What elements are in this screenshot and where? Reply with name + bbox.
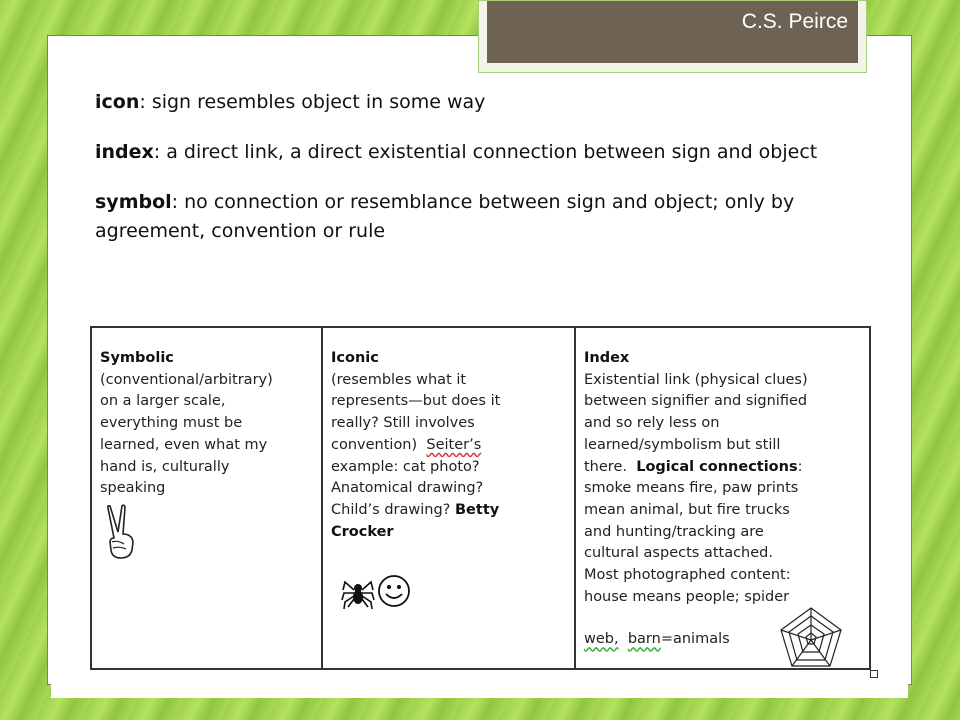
column-line: mean animal, but fire trucks <box>584 501 790 518</box>
column-line: smoke means fire, paw prints <box>584 480 799 497</box>
column-line: speaking <box>100 480 166 497</box>
column-line <box>331 435 566 457</box>
line-part: there. <box>584 458 627 475</box>
column-line: Existential link (physical clues) <box>584 371 808 388</box>
column-line: and so rely less on <box>584 415 720 432</box>
column-index <box>576 328 869 668</box>
column-heading: Iconic <box>331 350 379 366</box>
column-line: (resembles what it <box>331 371 467 388</box>
definition-symbol <box>95 188 835 246</box>
column-line: learned, even what my <box>100 436 268 453</box>
definitions-block <box>95 88 835 267</box>
title-tab <box>478 0 867 73</box>
title-banner <box>487 1 858 63</box>
smiley-icon <box>377 574 411 608</box>
column-line <box>584 457 861 479</box>
column-line: represents—but does it <box>331 393 501 410</box>
spider-icon <box>341 576 375 610</box>
definition-index <box>95 138 835 167</box>
column-line: and hunting/tracking are <box>584 523 764 540</box>
line-part: : <box>797 458 803 475</box>
column-line: Most photographed content: <box>584 567 791 584</box>
column-line: Crocker <box>331 523 394 540</box>
column-symbolic <box>92 328 323 668</box>
column-iconic <box>323 328 576 668</box>
definition-text: no connection or resemblance between sign and object; only by agreement, convention or rule <box>95 191 795 242</box>
definition-text: a direct link, a direct existential connection between sign and object <box>166 141 818 163</box>
definition-separator: : <box>171 191 185 213</box>
comparison-table-image[interactable] <box>90 326 871 670</box>
column-heading: Index <box>584 350 630 366</box>
column-line: really? Still involves <box>331 415 475 432</box>
spiderweb-icon <box>778 606 844 668</box>
column-line: Anatomical drawing? <box>331 480 484 497</box>
column-line <box>331 500 566 522</box>
definition-term: index <box>95 141 154 163</box>
definition-text: sign resembles object in some way <box>151 91 486 113</box>
definition-separator: : <box>139 91 152 113</box>
line-part: =animals <box>660 631 730 648</box>
line-part: Logical connections <box>636 458 798 475</box>
column-line: between signifier and signified <box>584 393 808 410</box>
line-part: Child’s drawing? <box>331 501 451 518</box>
line-part: barn <box>627 631 661 648</box>
column-line: cultural aspects attached. <box>584 545 773 562</box>
resize-handle[interactable] <box>870 670 878 678</box>
line-part: Betty <box>455 501 500 518</box>
column-line: (conventional/arbitrary) <box>100 371 273 388</box>
line-part: web, <box>584 631 619 648</box>
line-part: Seiter’s <box>426 436 482 453</box>
column-line: on a larger scale, <box>100 393 226 410</box>
victory-hand-icon <box>104 504 138 560</box>
column-line: hand is, culturally <box>100 458 230 475</box>
column-line: learned/symbolism but still <box>584 436 781 453</box>
column-line: everything must be <box>100 415 243 432</box>
slide-title: C.S. Peirce <box>741 10 848 33</box>
definition-term: symbol <box>95 191 172 213</box>
column-line: example: cat photo? <box>331 458 480 475</box>
column-heading: Symbolic <box>100 350 174 366</box>
column-line: house means people; spider <box>584 588 790 605</box>
definition-icon <box>95 88 835 117</box>
line-part: convention) <box>331 436 418 453</box>
definition-term: icon <box>95 91 140 113</box>
definition-separator: : <box>153 141 167 163</box>
